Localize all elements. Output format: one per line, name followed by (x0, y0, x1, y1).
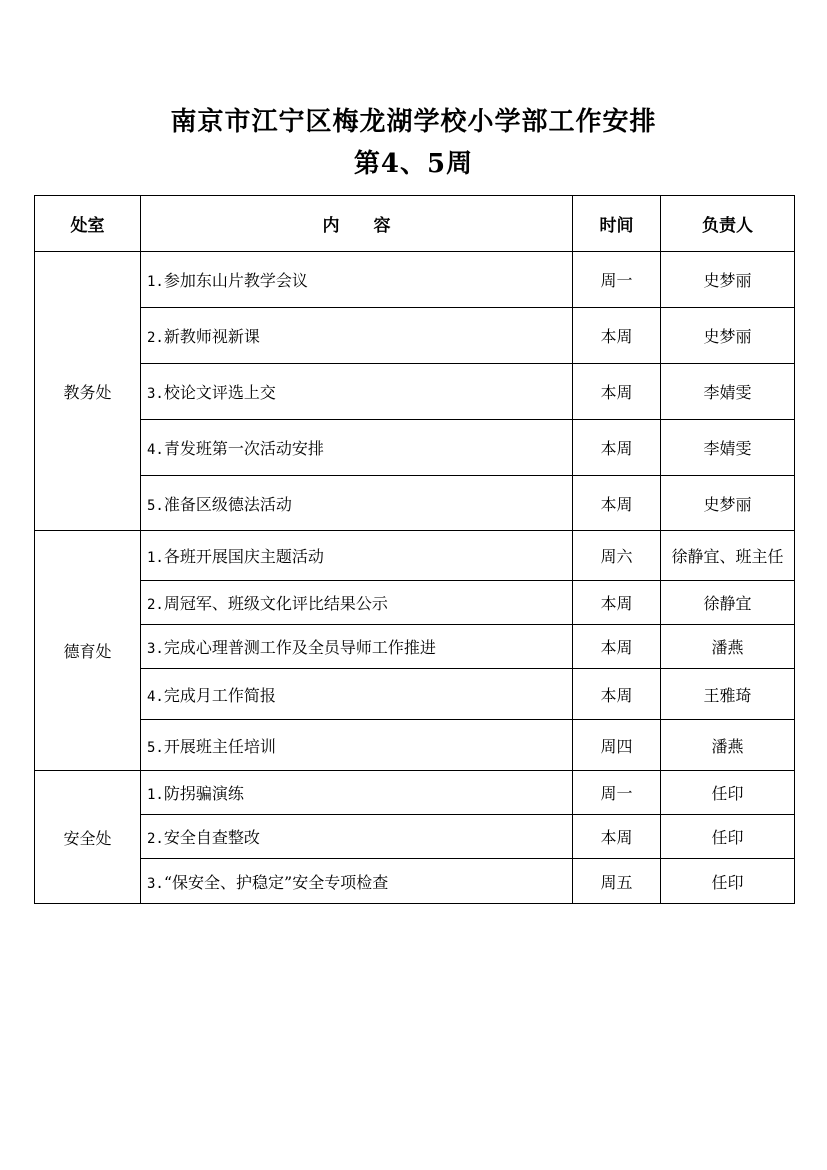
item-text: 青发班第一次活动安排 (163, 439, 324, 458)
department-cell-moral: 德育处 (35, 531, 141, 771)
time-cell: 周四 (573, 720, 661, 771)
item-number: 2. (147, 831, 164, 847)
content-cell (141, 771, 573, 815)
table-row (35, 420, 795, 476)
item-text: 参加东山片教学会议 (163, 271, 308, 290)
table-row (35, 669, 795, 720)
person-cell: 李婧雯 (661, 420, 795, 476)
time-cell: 本周 (573, 364, 661, 420)
header-time: 时间 (573, 196, 661, 252)
department-cell-safety: 安全处 (35, 771, 141, 904)
content-cell (141, 308, 573, 364)
item-number: 3. (147, 875, 164, 892)
header-department: 处室 (35, 196, 141, 252)
person-cell: 潘燕 (661, 720, 795, 771)
person-cell: 史梦丽 (661, 476, 795, 531)
person-cell: 任印 (661, 859, 795, 904)
person-cell: 史梦丽 (661, 308, 795, 364)
item-text: 准备区级德法活动 (163, 494, 292, 514)
content-cell (141, 420, 573, 476)
table-row (35, 720, 795, 771)
person-cell: 徐静宜、班主任 (661, 531, 795, 581)
item-text: 防拐骗演练 (163, 784, 244, 803)
time-cell: 周一 (573, 252, 661, 308)
item-text: 完成月工作简报 (163, 685, 276, 705)
table-row (35, 252, 795, 308)
person-cell: 李婧雯 (661, 364, 795, 420)
person-cell: 任印 (661, 815, 795, 859)
time-cell: 周六 (573, 531, 661, 581)
item-text: 各班开展国庆主题活动 (163, 547, 324, 566)
time-cell: 本周 (573, 815, 661, 859)
schedule-table (34, 195, 795, 904)
time-cell: 周一 (573, 771, 661, 815)
content-cell (141, 581, 573, 625)
content-cell (141, 720, 573, 771)
person-cell: 潘燕 (661, 625, 795, 669)
content-cell (141, 252, 573, 308)
content-cell (141, 669, 573, 720)
table-row (35, 308, 795, 364)
time-cell: 本周 (573, 420, 661, 476)
item-number: 3. (147, 386, 164, 402)
time-cell: 本周 (573, 581, 661, 625)
time-cell: 本周 (573, 669, 661, 720)
item-number: 2. (147, 597, 164, 613)
item-number: 1. (147, 274, 164, 290)
content-cell (141, 364, 573, 420)
table-row (35, 815, 795, 859)
department-cell-academic: 教务处 (35, 252, 141, 531)
table-row (35, 771, 795, 815)
person-cell: 任印 (661, 771, 795, 815)
table-row (35, 531, 795, 581)
item-text: 新教师视新课 (163, 327, 260, 346)
content-cell (141, 859, 573, 904)
header-content: 内 容 (141, 196, 573, 252)
person-cell: 徐静宜 (661, 581, 795, 625)
item-number: 5. (147, 497, 164, 514)
item-number: 5. (147, 739, 164, 756)
time-cell: 本周 (573, 625, 661, 669)
person-cell: 史梦丽 (661, 252, 795, 308)
item-number: 2. (147, 330, 164, 346)
document-title: 南京市江宁区梅龙湖学校小学部工作安排 (170, 107, 657, 137)
person-cell: 王雅琦 (661, 669, 795, 720)
item-text: 安全自查整改 (163, 828, 260, 847)
table-row (35, 364, 795, 420)
table-row (35, 859, 795, 904)
item-number: 4. (147, 688, 164, 705)
document-subtitle: 第4、5周 (353, 149, 474, 179)
item-text: 周冠军、班级文化评比结果公示 (163, 594, 388, 613)
item-text: 开展班主任培训 (163, 736, 276, 756)
content-cell (141, 815, 573, 859)
table-row (35, 581, 795, 625)
item-text: 校论文评选上交 (163, 383, 276, 402)
item-number: 1. (147, 550, 164, 566)
item-text: 完成心理普测工作及全员导师工作推进 (163, 638, 436, 657)
item-number: 3. (147, 641, 164, 657)
header-person: 负责人 (661, 196, 795, 252)
table-header-row (35, 196, 795, 252)
content-cell (141, 476, 573, 531)
table-row (35, 625, 795, 669)
item-text: “保安全、护稳定”安全专项检查 (163, 872, 389, 892)
item-number: 1. (147, 787, 164, 803)
item-number: 4. (147, 442, 164, 458)
table-row (35, 476, 795, 531)
content-cell (141, 531, 573, 581)
content-cell (141, 625, 573, 669)
time-cell: 本周 (573, 476, 661, 531)
time-cell: 本周 (573, 308, 661, 364)
time-cell: 周五 (573, 859, 661, 904)
